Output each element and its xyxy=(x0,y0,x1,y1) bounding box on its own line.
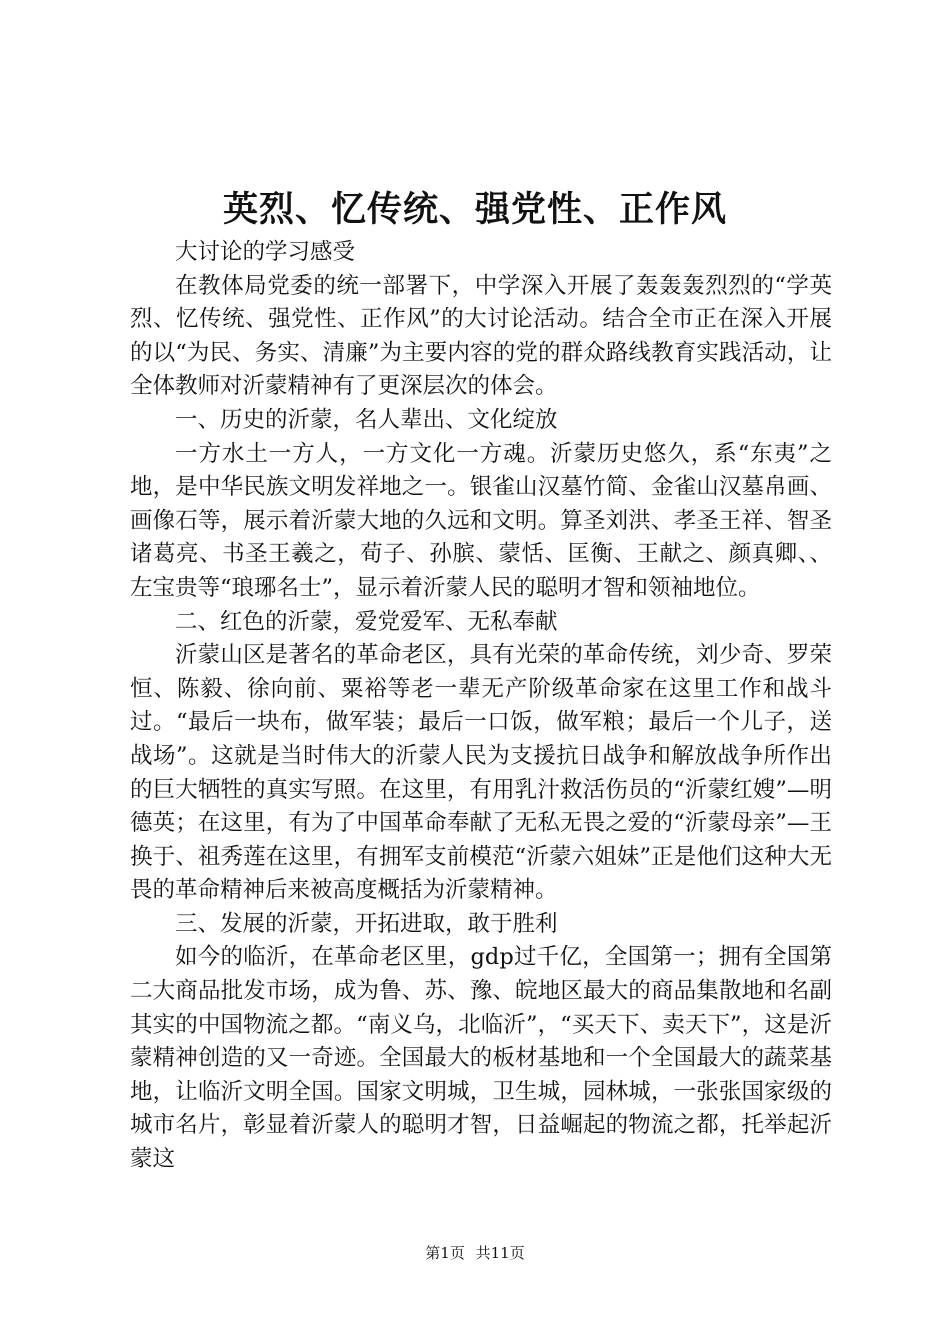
section-paragraph-3: 如今的临沂，在革命老区里，gdp过千亿，全国第一；拥有全国第二大商品批发市场，成为鲁、苏、豫、皖地区最大的商品集散地和名副其实的中国物流之都。“南义乌，北临沂”，“买天下、卖天下”，这是沂蒙精神创造的又一奇迹。全国最大的板材基地和一个全国最大的蔬菜基地，让临沂文明全国。国家文明城，卫生城，园林城，一张张国家级的城市名片，彰显着沂蒙人的聪明才智，日益崛起的物流之都，托举起沂蒙这 xyxy=(130,944,832,1173)
page-footer xyxy=(0,1243,950,1263)
intro-paragraph: 在教体局党委的统一部署下，中学深入开展了轰轰轰烈烈的“学英烈、忆传统、强党性、正作风”的大讨论活动。结合全市正在深入开展的以“为民、务实、清廉”为主要内容的党的群众路线教育实践活动，让全体教师对沂蒙精神有了更深层次的体会。 xyxy=(130,272,832,400)
subtitle-paragraph: 大讨论的学习感受 xyxy=(175,239,356,265)
section-paragraph-2: 沂蒙山区是著名的革命老区，具有光荣的革命传统，刘少奇、罗荣恒、陈毅、徐向前、粟裕等老一辈无产阶级革命家在这里工作和战斗过。“最后一块布，做军装；最后一口饭，做军粮；最后一个儿子，送战场”。这就是当时伟大的沂蒙人民为支援抗日战争和解放战争所作出的巨大牺牲的真实写照。在这里，有用乳汁救活伤员的“沂蒙红嫂”—明德英；在这里，有为了中国革命奉献了无私无畏之爱的“沂蒙母亲”—王换于、祖秀莲在这里，有拥军支前模范“沂蒙六姐妹”正是他们这种大无畏的革命精神后来被高度概括为沂蒙精神。 xyxy=(130,642,832,904)
document-title: 英烈、忆传统、强党性、正作风 xyxy=(222,189,727,230)
section-heading-2: 二、红色的沂蒙，爱党爱军、无私奉献 xyxy=(175,608,558,635)
page-number: 第1页 xyxy=(425,1244,465,1262)
section-heading-1: 一、历史的沂蒙，名人辈出、文化绽放 xyxy=(175,406,558,433)
section-heading-3: 三、发展的沂蒙，开拓进取，敢于胜利 xyxy=(175,910,558,937)
document-body xyxy=(130,236,832,1177)
page-total: 共11页 xyxy=(475,1244,525,1262)
section-paragraph-1: 一方水土一方人，一方文化一方魂。沂蒙历史悠久，系“东夷”之地，是中华民族文明发祥地之一。银雀山汉墓竹简、金雀山汉墓帛画、画像石等，展示着沂蒙大地的久远和文明。算圣刘洪、孝圣王祥、智圣诸葛亮、书圣王羲之，荀子、孙膑、蒙恬、匡衡、王献之、颜真卿、、左宝贵等“琅琊名士”，显示着沂蒙人民的聪明才智和领袖地位。 xyxy=(130,440,832,601)
